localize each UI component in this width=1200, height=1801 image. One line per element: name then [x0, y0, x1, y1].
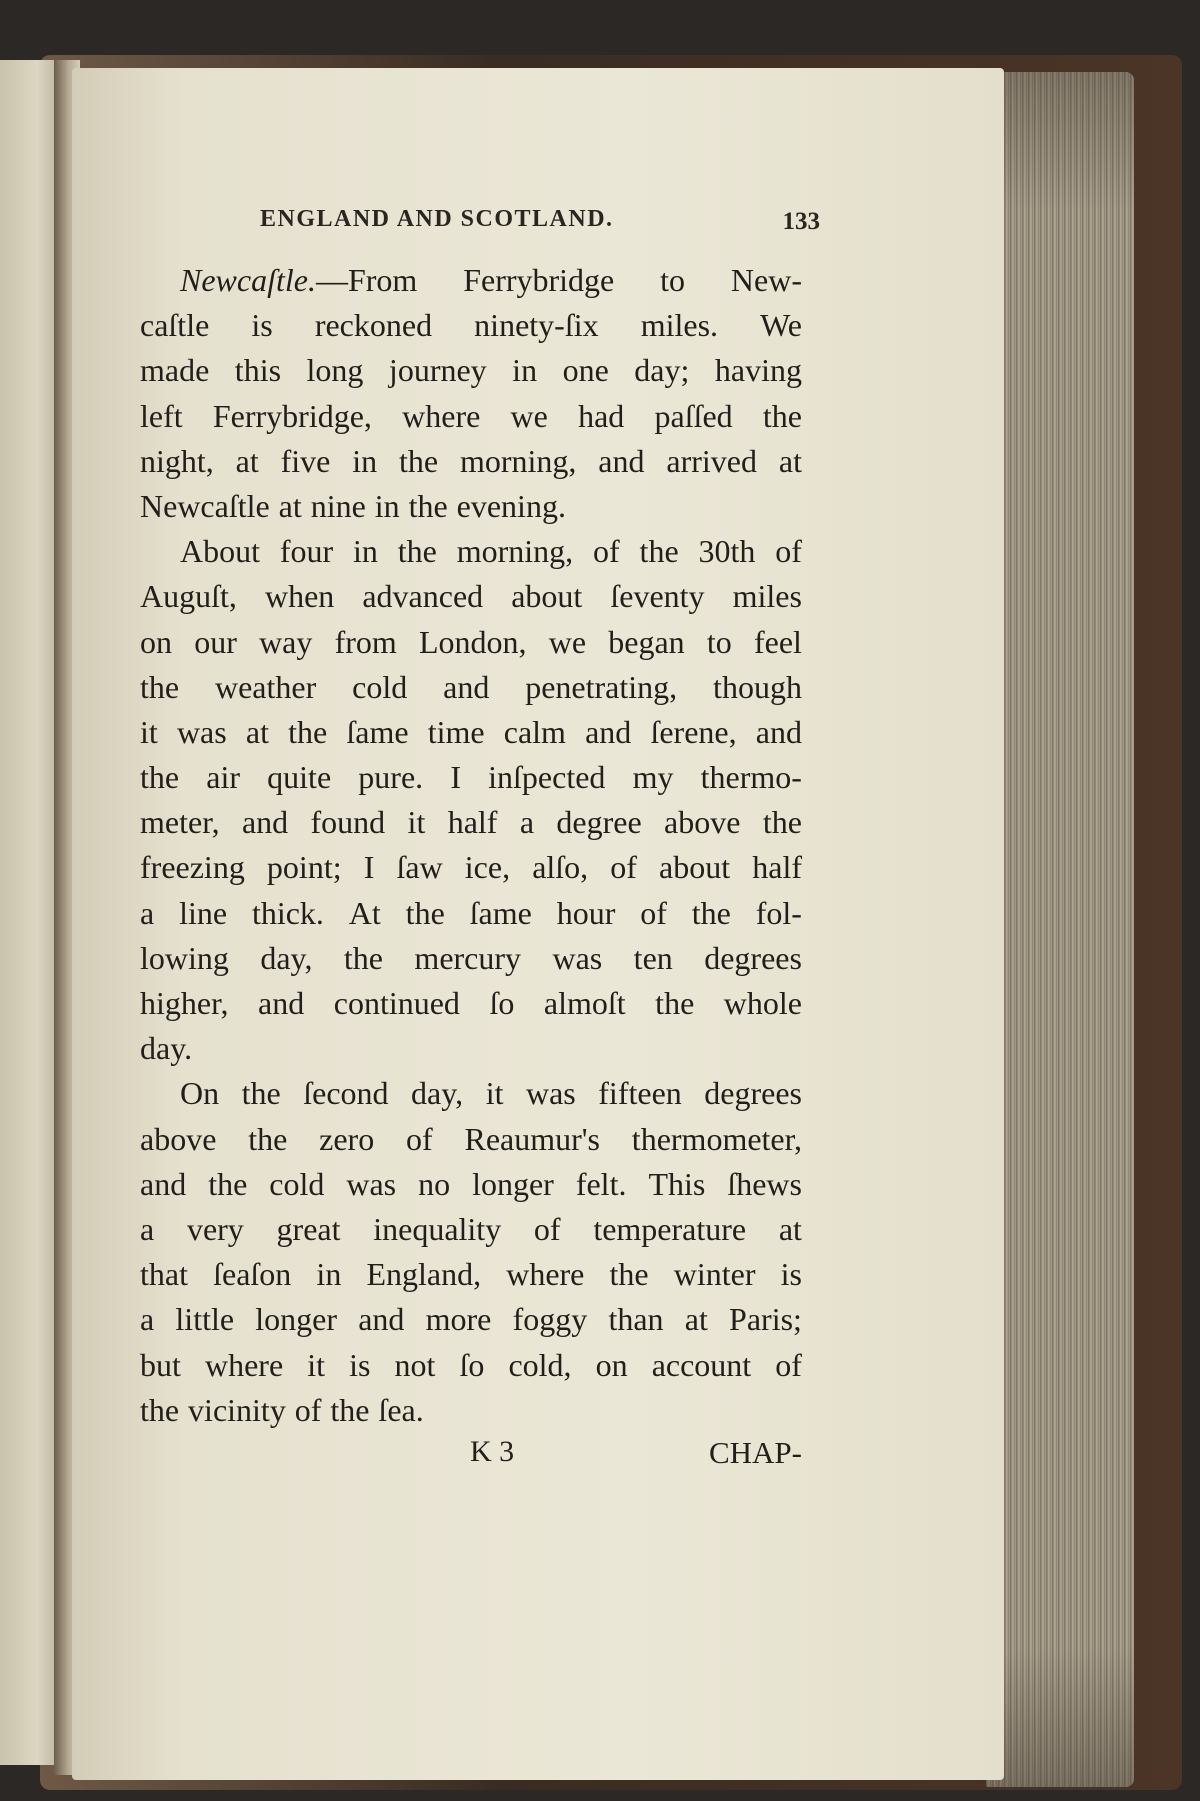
text-line [140, 348, 802, 393]
word: Ferrybridge [463, 262, 615, 298]
text-line [140, 620, 802, 665]
word: was [176, 713, 227, 750]
word: the [397, 533, 437, 570]
word: foggy [512, 1301, 588, 1338]
word: above [140, 1120, 217, 1157]
place-heading: Newcaſtle.—From [180, 262, 418, 298]
word: New- [730, 262, 802, 298]
word: meter, [140, 804, 220, 841]
word: about [659, 849, 731, 886]
word: England, [366, 1256, 482, 1293]
word: had [578, 397, 625, 434]
word: advanced [362, 578, 484, 615]
word: and [258, 985, 305, 1021]
text-line [140, 484, 802, 529]
word: though [713, 668, 802, 705]
text-line [140, 845, 802, 890]
word: to [706, 623, 732, 660]
word: in [374, 487, 400, 524]
word: cold [269, 1165, 325, 1202]
word: the [343, 939, 383, 976]
catchword: CHAP- [708, 1435, 802, 1470]
word: ninety-ſix [474, 307, 599, 344]
word: ice, [464, 849, 511, 886]
word: of [406, 1120, 433, 1157]
word: account [651, 1346, 752, 1383]
word: hour [556, 894, 616, 931]
word: the [408, 487, 448, 524]
word: the [288, 713, 328, 750]
word: miles [732, 578, 802, 615]
word: I [450, 759, 461, 796]
word: day, [411, 1075, 464, 1112]
word: the [399, 442, 439, 479]
word: and [358, 1301, 405, 1338]
word: the [639, 533, 679, 570]
word: from [334, 623, 397, 660]
word: evening. [456, 487, 566, 524]
word: At [348, 894, 381, 931]
word: it [407, 804, 426, 841]
word: the [208, 1165, 248, 1202]
word: we [510, 397, 548, 434]
word: it [140, 713, 158, 750]
word: made [140, 352, 210, 389]
word: miles. [640, 307, 719, 344]
word: it [485, 1075, 504, 1112]
word: fifteen [598, 1075, 682, 1112]
text-line [140, 574, 802, 619]
text-line [140, 1117, 802, 1162]
word: began [608, 623, 685, 660]
word: having [714, 352, 802, 389]
word: half [447, 804, 498, 841]
word: fol- [755, 894, 802, 931]
text-line [140, 800, 802, 845]
word: where [506, 1256, 585, 1293]
word: the [140, 668, 180, 705]
word: at [245, 713, 269, 750]
word: Newcaſtle [140, 487, 270, 524]
word: weather [214, 668, 317, 705]
text-line [140, 981, 802, 1026]
text-line [140, 439, 802, 484]
word: 30th [698, 533, 756, 570]
word: the [140, 759, 180, 796]
word: vicinity [188, 1391, 286, 1428]
word: was [525, 1075, 576, 1112]
signature-mark: K 3 [470, 1435, 515, 1468]
word: the [691, 894, 731, 931]
word: in [512, 352, 538, 389]
text-line [140, 1207, 802, 1252]
word: morning, [459, 442, 577, 479]
word: temperature [593, 1210, 747, 1247]
word: inſpected [488, 759, 606, 796]
word: and [585, 713, 632, 750]
word: on [595, 1346, 628, 1383]
word: left [140, 397, 183, 434]
word: degree [556, 804, 642, 841]
word: the [762, 397, 802, 434]
word: at [684, 1301, 708, 1338]
word: night, [140, 442, 214, 479]
text-line [140, 1162, 802, 1207]
word: in [352, 442, 378, 479]
word: in [353, 533, 378, 570]
page-number: 133 [782, 208, 820, 235]
word: ſecond [303, 1075, 389, 1112]
word: We [760, 307, 802, 344]
word: and [598, 442, 645, 479]
word: higher, [140, 985, 229, 1021]
word: This [648, 1165, 706, 1202]
word: more [425, 1301, 492, 1338]
word: longer [472, 1165, 554, 1202]
word: day; [634, 352, 690, 389]
word: day. [140, 1030, 193, 1067]
word: the [248, 1120, 288, 1157]
word: at [278, 487, 302, 524]
word: of [610, 849, 637, 886]
word: four [279, 533, 334, 570]
word: the [405, 894, 445, 931]
word: thermo- [700, 759, 802, 796]
word: above [664, 804, 741, 841]
word: nine [310, 487, 366, 524]
word: my [632, 759, 674, 796]
word: to [660, 262, 686, 298]
text-line [140, 258, 802, 303]
word: London, [418, 623, 527, 660]
word: where [204, 1346, 284, 1383]
word: found [310, 804, 386, 841]
word: Paris; [729, 1301, 802, 1338]
word: in [316, 1256, 342, 1293]
text-line [140, 1252, 802, 1297]
word: reckoned [314, 307, 433, 344]
word: when [264, 578, 335, 615]
word: of [593, 533, 620, 570]
word: morning, [456, 533, 574, 570]
page-header [260, 206, 820, 246]
word: inequality [373, 1210, 502, 1247]
word: feel [753, 623, 802, 660]
word: very [186, 1210, 244, 1247]
word: cold [352, 668, 408, 705]
word: little [175, 1301, 235, 1338]
word: at [778, 1210, 802, 1247]
word: a [140, 1301, 155, 1338]
word: at [778, 442, 802, 479]
word: and [140, 1165, 187, 1202]
text-line [140, 1071, 802, 1116]
word: and [443, 668, 490, 705]
word: point; [266, 849, 342, 886]
word: ſame [469, 894, 532, 931]
text-line [140, 1026, 802, 1071]
word: one [562, 352, 609, 389]
word: the [330, 1391, 370, 1428]
word: great [276, 1210, 341, 1247]
word: half [752, 849, 802, 886]
word: Ferrybridge, [212, 397, 372, 434]
word: but [140, 1346, 181, 1383]
word: our [194, 623, 237, 660]
word: Reaumur's [464, 1120, 600, 1157]
text-line [140, 303, 802, 348]
body-text [140, 258, 802, 1433]
word: the [655, 985, 695, 1021]
word: and [241, 804, 289, 841]
text-line [140, 710, 802, 755]
word: felt. [575, 1165, 627, 1202]
word: of [775, 533, 802, 570]
word: we [548, 623, 587, 660]
word: is [251, 307, 273, 344]
word: mercury [414, 939, 522, 976]
word: is [780, 1256, 802, 1293]
word: of [640, 894, 667, 931]
word: thermometer, [631, 1120, 802, 1157]
word: the [609, 1256, 649, 1293]
word: a [519, 804, 535, 841]
word: time [427, 713, 485, 750]
word: the [140, 1391, 180, 1428]
word: longer [255, 1301, 338, 1338]
word: Auguſt, [140, 578, 237, 615]
word: cold, [508, 1346, 572, 1383]
page-edges-shadow [986, 72, 1134, 1787]
word: degrees [704, 1075, 802, 1112]
word: winter [673, 1256, 756, 1293]
word: was [552, 939, 603, 976]
word: almoſt [543, 985, 626, 1021]
word: alſo, [532, 849, 589, 886]
word: the [762, 804, 802, 841]
word: arrived [666, 442, 757, 479]
word: it [307, 1346, 325, 1383]
word: penetrating, [525, 668, 678, 705]
word: continued [333, 985, 460, 1021]
word: ſo [489, 985, 515, 1021]
word: of [533, 1210, 561, 1247]
left-page-edge [0, 60, 62, 1765]
word: where [402, 397, 481, 434]
word: freezing [140, 849, 245, 886]
word: a [140, 894, 155, 931]
text-line [140, 394, 802, 439]
word: at [235, 442, 259, 479]
word: I [363, 849, 375, 886]
word: way [259, 623, 313, 660]
word: is [349, 1346, 371, 1383]
word: degrees [704, 939, 802, 976]
text-line [140, 891, 802, 936]
word: On [180, 1075, 220, 1112]
word: long [306, 352, 364, 389]
word: zero [319, 1120, 375, 1157]
word: this [234, 352, 282, 389]
word: ſame [346, 713, 409, 750]
word: five [280, 442, 331, 479]
word: ten [633, 939, 673, 976]
word: pure. [358, 759, 424, 796]
word: a [140, 1210, 155, 1247]
word: ſhews [727, 1165, 802, 1202]
word: whole [723, 985, 802, 1021]
running-title: ENGLAND AND SCOTLAND. [260, 206, 614, 232]
word: on [140, 623, 172, 660]
word: of [294, 1391, 322, 1428]
word: and [755, 713, 802, 750]
text-line [140, 529, 802, 574]
text-line [140, 755, 802, 800]
word: lowing [140, 939, 229, 976]
word: the [241, 1075, 281, 1112]
word: caſtle [140, 307, 210, 344]
word: not [394, 1346, 436, 1383]
text-line [140, 1343, 802, 1388]
text-line [140, 1297, 802, 1342]
word: no [418, 1165, 451, 1202]
word: ſerene, [650, 713, 737, 750]
text-line [140, 665, 802, 710]
word: of [775, 1346, 802, 1383]
word: ſeaſon [213, 1256, 292, 1293]
word: than [608, 1301, 664, 1338]
word: that [140, 1256, 188, 1293]
text-line [140, 1388, 802, 1433]
word: ſeventy [610, 578, 705, 615]
word: paſſed [654, 397, 733, 434]
text-line [140, 936, 802, 981]
word: day, [260, 939, 313, 976]
word: quite [267, 759, 332, 796]
word: About [180, 533, 260, 570]
word: air [206, 759, 240, 796]
word: ſea. [378, 1391, 424, 1428]
word: calm [503, 713, 566, 750]
word: journey [388, 352, 487, 389]
page-footer [140, 1435, 802, 1483]
word: about [511, 578, 583, 615]
word: thick. [251, 894, 324, 931]
word: was [346, 1165, 397, 1202]
word: ſo [459, 1346, 485, 1383]
word: ſaw [396, 849, 443, 886]
word: line [179, 894, 228, 931]
